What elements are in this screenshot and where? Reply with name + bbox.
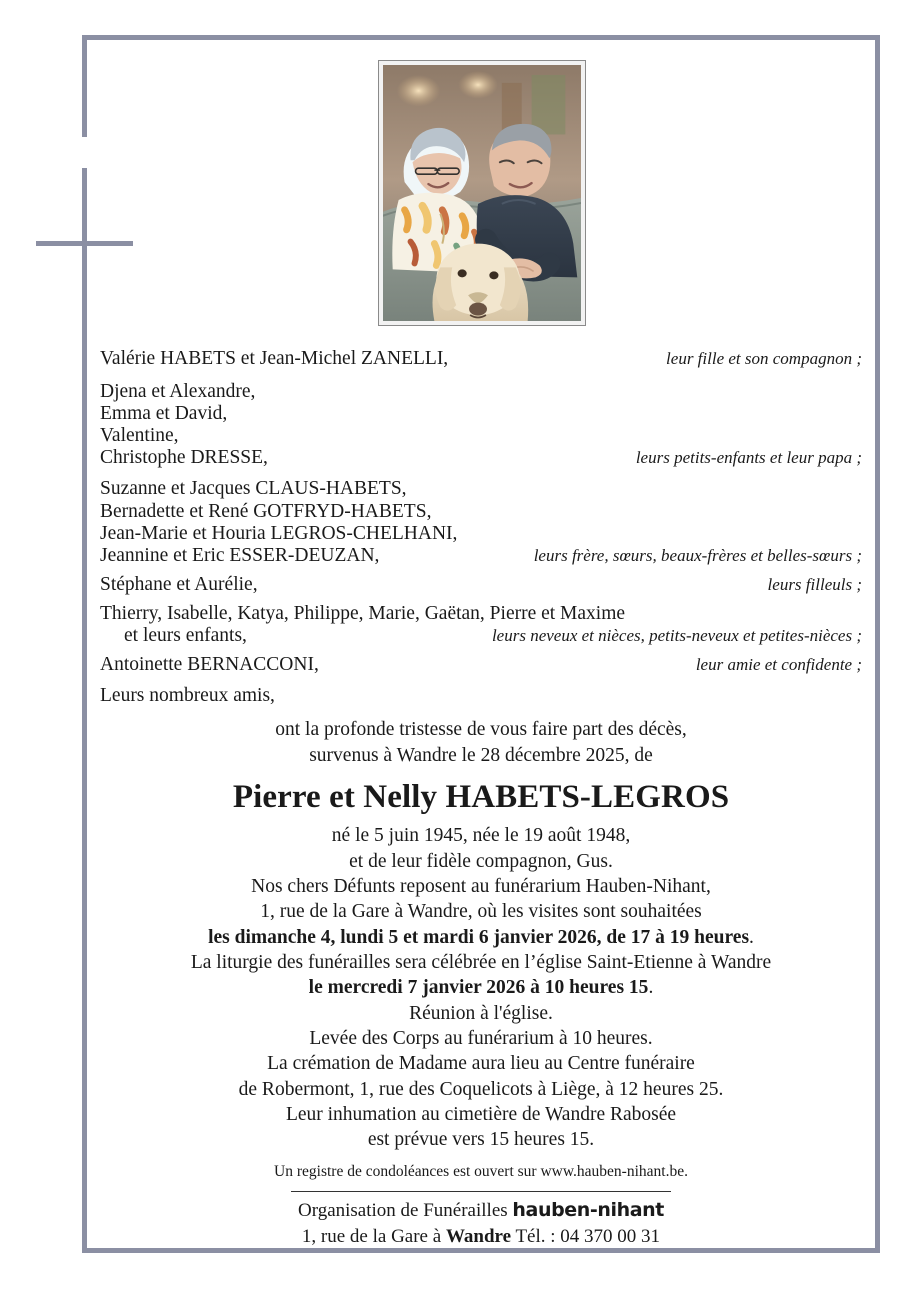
announcement-intro-line-1: ont la profonde tristesse de vous faire part des décès,: [275, 719, 687, 741]
liturgy-line: La liturgie des funérailles sera célébrée en l’église Saint-Etienne à Wandre: [190, 951, 772, 973]
footer-phone: Tél. : 04 370 00 31: [511, 1225, 661, 1247]
announcement-intro-line-2: survenus à Wandre le 28 décembre 2025, de: [309, 744, 653, 766]
family-row: [100, 545, 862, 567]
family-names: Antoinette BERNACCONI,: [100, 654, 319, 676]
cremation-line-1: La crémation de Madame aura lieu au Centre funéraire: [267, 1053, 695, 1075]
family-names: Valérie HABETS et Jean-Michel ZANELLI,: [100, 348, 449, 369]
couple-with-dog-image: [383, 65, 581, 321]
family-row: [100, 425, 862, 447]
family-names: Thierry, Isabelle, Katya, Philippe, Marie, Gaëtan, Pierre et Maxime: [100, 602, 626, 624]
family-row: [100, 381, 862, 403]
family-names: Djena et Alexandre,: [100, 380, 256, 402]
family-names: Jeannine et Eric ESSER-DEUZAN,: [100, 545, 380, 567]
spacer: [100, 469, 862, 478]
family-relation: leurs frère, sœurs, beaux-frères et belles-sœurs ;: [533, 546, 862, 566]
footer-divider: [291, 1191, 671, 1193]
cremation-line-2: de Robermont, 1, rue des Coquelicots à Liège, à 12 heures 25.: [238, 1078, 724, 1100]
frame-left-border-upper: [82, 35, 87, 137]
family-relation: leur amie et confidente ;: [695, 655, 862, 675]
visiting-hours-bold: les dimanche 4, lundi 5 et mardi 6 janvier 2026, de 17 à 19 heures: [208, 926, 750, 948]
family-row: [100, 403, 862, 425]
liturgy-datetime-line: [100, 975, 862, 1000]
family-row: [100, 501, 862, 523]
visiting-hours-line: [100, 925, 862, 950]
deceased-names: Pierre et Nelly HABETS-LEGROS: [232, 779, 730, 815]
announcement-content: [100, 346, 862, 1249]
address-prefix: 1, rue de la Gare à: [301, 1225, 446, 1247]
spacer: [100, 372, 862, 381]
liturgy-period: .: [648, 977, 654, 999]
family-row: [100, 603, 862, 625]
repose-line-1: Nos chers Défunts reposent au funérarium Hauben-Nihant,: [251, 875, 711, 897]
family-names: Valentine,: [100, 424, 179, 446]
spacer: [100, 708, 862, 717]
birth-dates: né le 5 juin 1945, née le 19 août 1948,: [331, 825, 631, 847]
family-names: Christophe DRESSE,: [100, 447, 268, 469]
organisation-line: [100, 1198, 862, 1223]
family-names: Emma et David,: [100, 402, 228, 424]
reunion-line: Réunion à l'église.: [409, 1002, 553, 1024]
organisation-prefix: Organisation de Funérailles: [298, 1200, 513, 1222]
family-names: Leurs nombreux amis,: [100, 684, 275, 706]
footer-address-line: [100, 1224, 862, 1249]
family-names: Bernadette et René GOTFRYD-HABETS,: [100, 500, 432, 522]
burial-line-2: est prévue vers 15 heures 15.: [367, 1129, 595, 1151]
christian-cross-icon: [36, 241, 133, 246]
frame-left-border-lower: [82, 168, 87, 1253]
family-names: Jean-Marie et Houria LEGROS-CHELHANI,: [100, 522, 458, 544]
family-names: Stéphane et Aurélie,: [100, 574, 258, 596]
portrait-photo: [383, 65, 581, 321]
family-row: [100, 478, 862, 500]
liturgy-datetime-bold: le mercredi 7 janvier 2026 à 10 heures 15: [308, 977, 649, 999]
family-names: Suzanne et Jacques CLAUS-HABETS,: [100, 478, 407, 500]
family-relation: leur fille et son compagnon ;: [666, 349, 862, 368]
address-city: Wandre: [445, 1225, 512, 1247]
condolence-registry-text: Un registre de condoléances est ouvert sur www.hauben-nihant.be.: [274, 1162, 688, 1180]
visiting-hours-period: .: [749, 926, 754, 948]
family-row: [100, 572, 862, 598]
family-row: [100, 652, 862, 678]
burial-line-1: Leur inhumation au cimetière de Wandre Rabosée: [285, 1104, 677, 1126]
portrait-photo-frame: [378, 60, 586, 326]
levee-line: Levée des Corps au funérarium à 10 heures.: [309, 1028, 653, 1049]
companion-line: et de leur fidèle compagnon, Gus.: [349, 850, 613, 872]
repose-line-2: 1, rue de la Gare à Wandre, où les visites sont souhaitées: [260, 901, 702, 923]
frame-right-border: [875, 35, 880, 1253]
family-row: [100, 683, 862, 709]
family-relation: leurs filleuls ;: [767, 575, 862, 595]
frame-top-border: [82, 35, 880, 40]
family-row: [100, 447, 862, 469]
family-relation: leurs petits-enfants et leur papa ;: [635, 448, 862, 468]
family-names: et leurs enfants,: [124, 625, 247, 647]
family-row: [100, 625, 862, 647]
family-row: [100, 523, 862, 545]
family-relation: leurs neveux et nièces, petits-neveux et petites-nièces ;: [491, 626, 862, 646]
hauben-nihant-logo: hauben-nihant: [512, 1199, 664, 1222]
family-row: [100, 346, 862, 372]
